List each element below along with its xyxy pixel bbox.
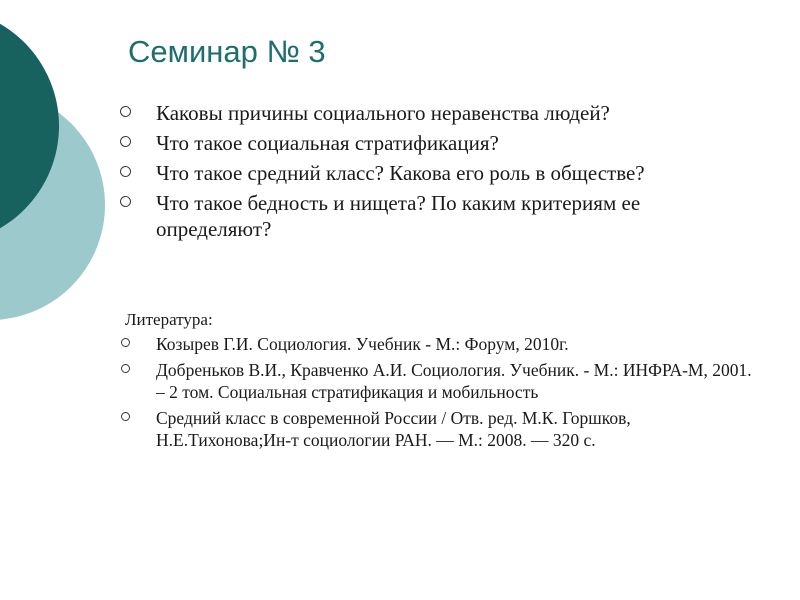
literature-text: Добреньков В.И., Кравченко А.И. Социология. Учебник. - М.: ИНФРА-М, 2001. – 2 том. Социальная стратификация и мобильность [156,360,752,402]
question-item [0,160,760,186]
question-list [0,100,760,246]
bullet-circle-icon [120,196,131,207]
question-text: Что такое средний класс? Какова его роль в обществе? [156,161,645,185]
question-item [0,130,760,156]
bullet-circle-icon [120,136,131,147]
question-item [0,100,760,126]
literature-item [0,407,760,451]
bullet-circle-icon [121,412,130,421]
question-text: Что такое бедность и нищета? По каким критериям ее определяют? [156,191,641,241]
question-item [0,190,760,242]
slide-title: Семинар № 3 [128,34,326,69]
literature-heading: Литература: [125,310,213,329]
bullet-circle-icon [120,106,131,117]
literature-item [0,359,760,403]
literature-text: Козырев Г.И. Социология. Учебник - М.: Форум, 2010г. [156,334,569,354]
literature-list [0,333,760,455]
question-text: Что такое социальная стратификация? [156,131,499,155]
bullet-circle-icon [121,364,130,373]
literature-item [0,333,760,355]
question-text: Каковы причины социального неравенства людей? [156,101,610,125]
literature-text: Средний класс в современной России / Отв. ред. М.К. Горшков, Н.Е.Тихонова;Ин-т социологии РАН. — М.: 2008. — 320 с. [156,408,631,450]
bullet-circle-icon [121,338,130,347]
bullet-circle-icon [120,166,131,177]
